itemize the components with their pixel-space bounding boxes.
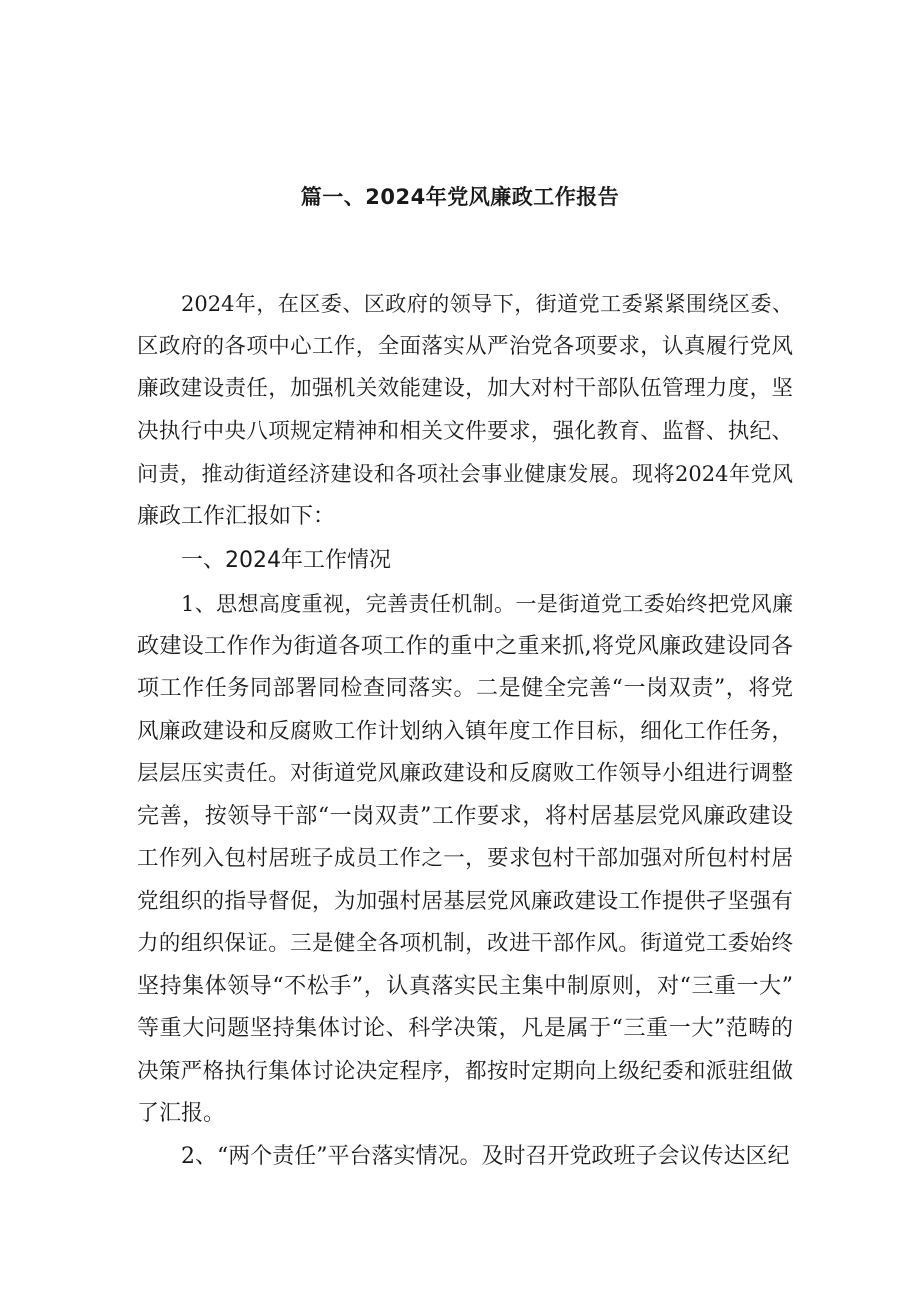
paragraph-line: 项工作任务同部署同检查同落实。二是健全完善“一岗双责”，将党: [137, 676, 793, 701]
paragraph-line: 决策严格执行集体讨论决定程序，都按时定期向上级纪委和派驻组做: [137, 1058, 793, 1084]
paragraph-line: 廉政工作汇报如下：: [137, 503, 336, 529]
paragraph-line: 2、“两个责任”平台落实情况。及时召开党政班子会议传达区纪: [181, 1144, 790, 1169]
intro-paragraph: [137, 283, 793, 538]
paragraph-line: 1、思想高度重视，完善责任机制。一是街道党工委始终把党风廉: [181, 592, 793, 616]
paragraph-line: 风廉政建设和反腐败工作计划纳入镇年度工作目标，细化工作任务，: [137, 718, 793, 744]
paragraph-line: 工作列入包村居班子成员工作之一，要求包村干部加强对所包村村居: [137, 846, 793, 871]
paragraph-line: 层层压实责任。对街道党风廉政建设和反腐败工作领导小组进行调整: [137, 761, 793, 786]
paragraph-line: 党组织的指导督促，为加强村居基层党风廉政建设工作提供孑坚强有: [137, 888, 793, 914]
paragraph-line: 问责，推动街道经济建设和各项社会事业健康发展。现将2024年党风: [137, 462, 793, 486]
paragraph-line: 决执行中央八项规定精神和相关文件要求，强化教育、监督、执纪、: [137, 418, 793, 444]
section-paragraph-1: [137, 583, 793, 1136]
paragraph-line: 2024年，在区委、区政府的领导下，街道党工委紧紧围绕区委、: [181, 292, 793, 316]
paragraph-line: 等重大问题坚持集体讨论、科学决策，凡是属于“三重一大”范畴的: [137, 1016, 793, 1041]
document-title: 篇一、2024年党风廉政工作报告: [300, 185, 620, 209]
paragraph-line: 了汇报。: [137, 1101, 226, 1126]
section-paragraph-2: [137, 1136, 793, 1179]
paragraph-line: 完善，按领导干部“一岗双责”工作要求，将村居基层党风廉政建设: [137, 803, 793, 829]
section-heading: 一、2024年工作情况: [181, 548, 391, 573]
paragraph-line: 政建设工作作为街道各项工作的重中之重来抓,将党风廉政建设同各: [137, 633, 793, 659]
paragraph-line: 区政府的各项中心工作，全面落实从严治党各项要求，认真履行党风: [137, 333, 793, 359]
paragraph-line: 力的组织保证。三是健全各项机制，改进干部作风。街道党工委始终: [137, 931, 793, 956]
paragraph-line: 廉政建设责任，加强机关效能建设，加大对村干部队伍管理力度，坚: [137, 376, 793, 401]
paragraph-line: 坚持集体领导“不松手”，认真落实民主集中制原则，对“三重一大”: [137, 973, 793, 999]
